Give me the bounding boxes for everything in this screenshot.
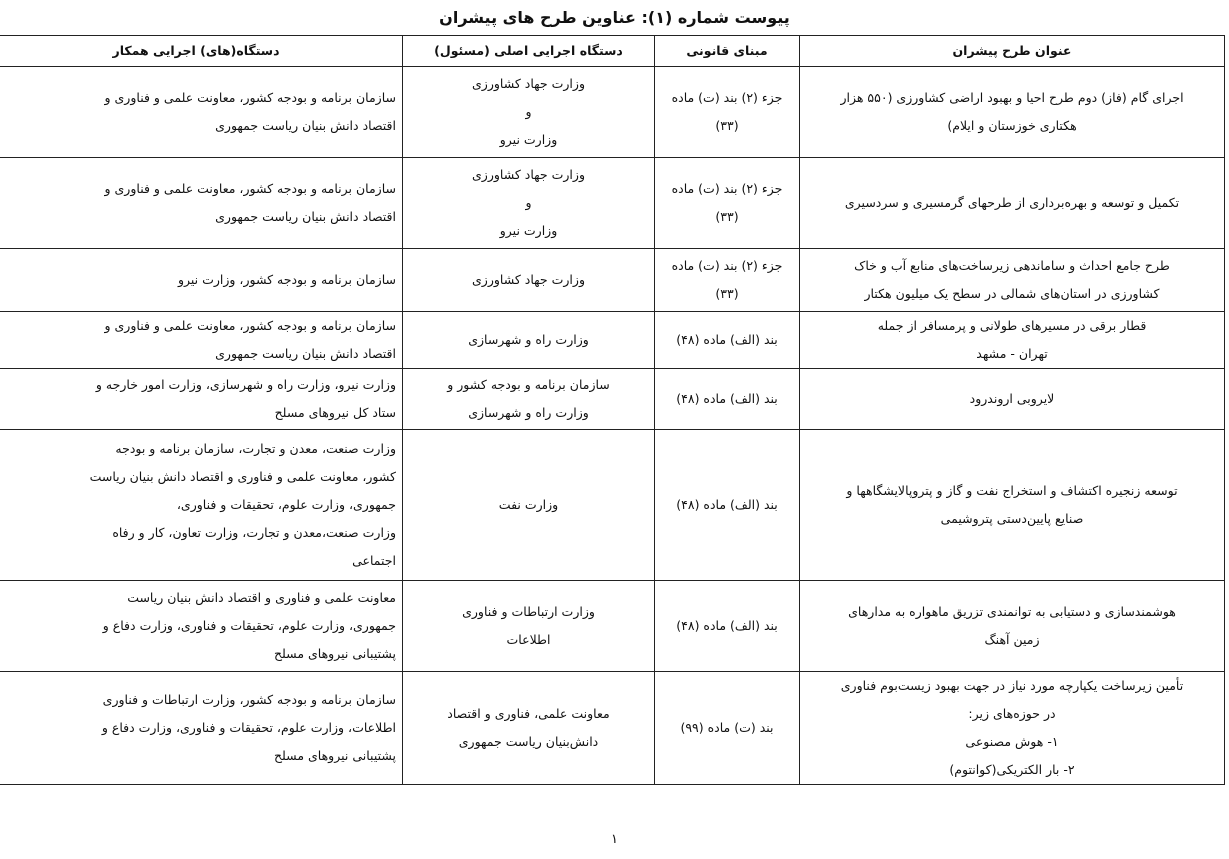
table-header-row <box>0 36 1225 67</box>
main-executor-cell <box>403 581 655 672</box>
legal-basis-cell <box>655 312 800 369</box>
cell-line: سازمان برنامه و بودجه کشور، معاونت علمی و فناوری و <box>104 181 396 196</box>
main-executor-cell <box>403 430 655 581</box>
cell-line: توسعه زنجیره اکتشاف و استخراج نفت و گاز و پتروپالایشگاهها و <box>846 483 1178 498</box>
cell-line: وزارت جهاد کشاورزی <box>472 272 585 287</box>
partner-executors-cell <box>0 672 403 785</box>
cell-line: سازمان برنامه و بودجه کشور، معاونت علمی و فناوری و <box>104 90 396 105</box>
table-row <box>0 249 1225 312</box>
main-executor-cell <box>403 67 655 158</box>
cell-line: بند (الف) ماده (۴۸) <box>676 497 778 512</box>
project-title-cell <box>800 581 1225 672</box>
cell-line: وزارت نیرو <box>499 132 558 147</box>
cell-line: اقتصاد دانش بنیان ریاست جمهوری <box>215 209 396 224</box>
cell-line: وزارت صنعت، معدن و تجارت، سازمان برنامه و بودجه <box>115 441 396 456</box>
partner-executors-cell <box>0 581 403 672</box>
header-legal-basis: مبنای قانونی <box>655 36 800 67</box>
partner-executors-cell <box>0 67 403 158</box>
partner-executors-cell <box>0 312 403 369</box>
cell-line: وزارت نفت <box>498 497 559 512</box>
partner-executors-cell <box>0 249 403 312</box>
cell-line: پشتیبانی نیروهای مسلح <box>273 646 396 661</box>
cell-line: اجتماعی <box>352 553 396 568</box>
partner-executors-cell <box>0 158 403 249</box>
table-row <box>0 672 1225 785</box>
cell-line: دانش‌بنیان ریاست جمهوری <box>458 734 599 749</box>
legal-basis-cell <box>655 369 800 430</box>
cell-line: ستاد کل نیروهای مسلح <box>274 405 396 420</box>
table-row <box>0 369 1225 430</box>
project-title-cell <box>800 67 1225 158</box>
cell-line: وزارت راه و شهرسازی <box>468 332 589 347</box>
cell-line: اطلاعات <box>506 632 551 647</box>
main-executor-cell <box>403 249 655 312</box>
cell-line: جزء (۲) بند (ت) ماده <box>671 90 783 105</box>
legal-basis-cell <box>655 249 800 312</box>
project-title-cell <box>800 158 1225 249</box>
header-project-title: عنوان طرح پیشران <box>800 36 1225 67</box>
cell-line: در حوزه‌های زیر: <box>968 706 1056 721</box>
cell-line: وزارت ارتباطات و فناوری <box>462 604 595 619</box>
main-executor-cell <box>403 312 655 369</box>
cell-line: کشور، معاونت علمی و فناوری و اقتصاد دانش بنیان ریاست <box>89 469 396 484</box>
legal-basis-cell <box>655 672 800 785</box>
table-row <box>0 430 1225 581</box>
cell-line: زمین آهنگ <box>984 632 1040 647</box>
cell-line: تهران - مشهد <box>976 346 1048 361</box>
page-number: ۱ <box>611 832 618 847</box>
cell-line: تکمیل و توسعه و بهره‌برداری از طرحهای گرمسیری و سردسیری <box>844 195 1180 210</box>
legal-basis-cell <box>655 158 800 249</box>
partner-executors-cell <box>0 430 403 581</box>
main-executor-cell <box>403 672 655 785</box>
cell-line: جمهوری، وزارت علوم، تحقیقات و فناوری، وزارت دفاع و <box>102 618 396 633</box>
cell-line: و <box>525 104 532 119</box>
cell-line: طرح جامع احداث و ساماندهی زیرساخت‌های منابع آب و خاک <box>854 258 1170 273</box>
table-row <box>0 312 1225 369</box>
project-title-cell <box>800 672 1225 785</box>
table-row <box>0 581 1225 672</box>
table-row <box>0 67 1225 158</box>
page-title: پیوست شماره (۱): عناوین طرح های پیشران <box>439 8 790 27</box>
project-title-cell <box>800 249 1225 312</box>
project-title-cell <box>800 430 1225 581</box>
cell-line: ۱- هوش مصنوعی <box>965 734 1059 749</box>
table-row <box>0 158 1225 249</box>
cell-line: سازمان برنامه و بودجه کشور، وزارت ارتباطات و فناوری <box>102 692 396 707</box>
cell-line: وزارت جهاد کشاورزی <box>472 167 585 182</box>
cell-line: (۳۳) <box>715 209 739 224</box>
cell-line: جزء (۲) بند (ت) ماده <box>671 181 783 196</box>
cell-line: (۳۳) <box>715 286 739 301</box>
cell-line: اطلاعات، وزارت علوم، تحقیقات و فناوری، وزارت دفاع و <box>101 720 396 735</box>
cell-line: قطار برقی در مسیرهای طولانی و پرمسافر از جمله <box>877 318 1147 333</box>
header-main-executor: دستگاه اجرایی اصلی (مسئول) <box>403 36 655 67</box>
cell-line: وزارت جهاد کشاورزی <box>472 76 585 91</box>
legal-basis-cell <box>655 581 800 672</box>
partner-executors-cell <box>0 369 403 430</box>
cell-line: معاونت علمی، فناوری و اقتصاد <box>447 706 610 721</box>
cell-line: تأمین زیرساخت یکپارچه مورد نیاز در جهت بهبود زیست‌بوم فناوری <box>840 678 1184 693</box>
cell-line: سازمان برنامه و بودجه کشور، وزارت نیرو <box>177 272 396 287</box>
project-title-cell <box>800 312 1225 369</box>
cell-line: معاونت علمی و فناوری و اقتصاد دانش بنیان ریاست <box>127 590 396 605</box>
cell-line: (۳۳) <box>715 118 739 133</box>
cell-line: بند (الف) ماده (۴۸) <box>676 332 778 347</box>
main-executor-cell <box>403 369 655 430</box>
project-title-cell <box>800 369 1225 430</box>
main-executor-cell <box>403 158 655 249</box>
cell-line: اقتصاد دانش بنیان ریاست جمهوری <box>215 118 396 133</box>
table-body <box>0 67 1225 785</box>
driver-projects-table <box>0 35 1225 785</box>
cell-line: لایروبی اروندرود <box>969 391 1055 406</box>
header-partner-executors: دستگاه(های) اجرایی همکار <box>0 36 403 67</box>
cell-line: سازمان برنامه و بودجه کشور، معاونت علمی و فناوری و <box>104 318 396 333</box>
cell-line: صنایع پایین‌دستی پتروشیمی <box>940 511 1084 526</box>
cell-line: اقتصاد دانش بنیان ریاست جمهوری <box>215 346 396 361</box>
cell-line: وزارت نیرو <box>499 223 558 238</box>
cell-line: اجرای گام (فاز) دوم طرح احیا و بهبود اراضی کشاورزی (۵۵۰ هزار <box>840 90 1184 105</box>
cell-line: وزارت نیرو، وزارت راه و شهرسازی، وزارت امور خارجه و <box>95 377 396 392</box>
cell-line: بند (الف) ماده (۴۸) <box>676 391 778 406</box>
legal-basis-cell <box>655 430 800 581</box>
cell-line: سازمان برنامه و بودجه کشور و <box>447 377 610 392</box>
cell-line: جزء (۲) بند (ت) ماده <box>671 258 783 273</box>
legal-basis-cell <box>655 67 800 158</box>
cell-line: بند (الف) ماده (۴۸) <box>676 618 778 633</box>
cell-line: بند (ت) ماده (۹۹) <box>680 720 774 735</box>
cell-line: وزارت راه و شهرسازی <box>468 405 589 420</box>
cell-line: هکتاری خوزستان و ایلام) <box>947 118 1077 133</box>
cell-line: پشتیبانی نیروهای مسلح <box>273 748 396 763</box>
cell-line: هوشمندسازی و دستیابی به توانمندی تزریق ماهواره به مدارهای <box>848 604 1176 619</box>
cell-line: کشاورزی در استان‌های شمالی در سطح یک میلیون هکتار <box>864 286 1160 301</box>
cell-line: وزارت صنعت،معدن و تجارت، وزارت تعاون، کار و رفاه <box>112 525 396 540</box>
cell-line: و <box>525 195 532 210</box>
cell-line: جمهوری، وزارت علوم، تحقیقات و فناوری، <box>176 497 396 512</box>
cell-line: ۲- بار الکتریکی(کوانتوم) <box>949 762 1075 777</box>
